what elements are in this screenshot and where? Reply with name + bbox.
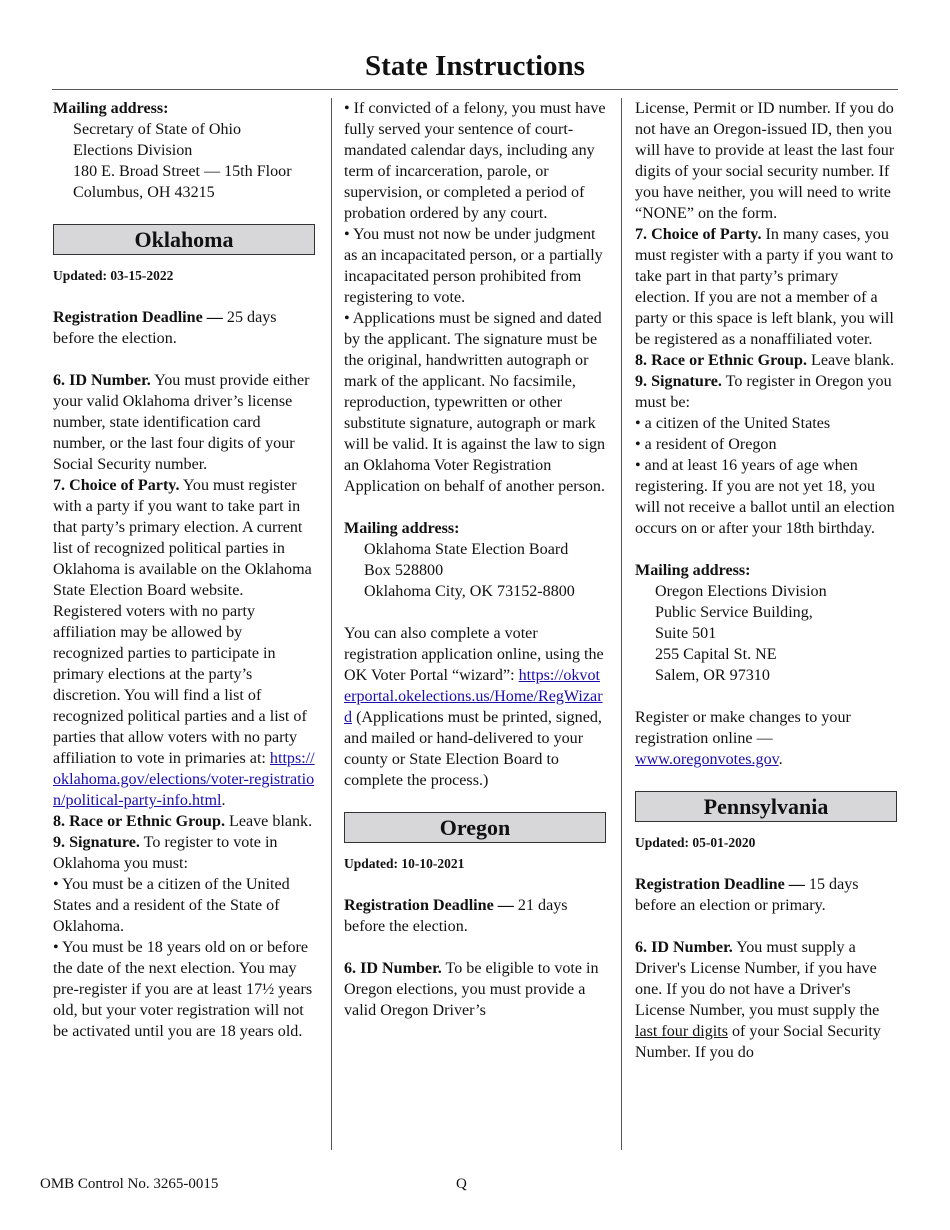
list-item: • You must be a citizen of the United States and a resident of the State of Oklahoma. xyxy=(53,876,290,935)
list-item: • and at least 16 years of age when registering. If you are not yet 18, you will not receive a ballot until an election occurs on or after your 18th birthday. xyxy=(635,457,895,537)
choice-of-party-section: 7. Choice of Party. You must register with a party if you want to take part in that party’s primary election. A current list of recognized political parties in Oklahoma is available on the Oklahoma State Election Board website. Registered voters with no party affiliation may be allowed by recognized parties to participate in primary elections at the party’s discretion. You will find a list of recognized political parties and a list of parties that allow voters with no party affiliation to vote in primaries at: https://oklahoma.gov/elections/voter-registration/political-party-info.html. xyxy=(53,477,315,809)
state-header-oregon: Oregon xyxy=(344,812,606,843)
updated-date: Updated: 03-15-2022 xyxy=(53,268,174,283)
ohio-mailing-address xyxy=(53,119,315,203)
registration-deadline: Registration Deadline — 21 days before the election. xyxy=(344,897,568,935)
race-section: 8. Race or Ethnic Group. Leave blank. xyxy=(53,813,313,830)
address-line: Columbus, OH 43215 xyxy=(73,184,215,201)
column-3 xyxy=(635,98,897,1063)
mailing-address-label: Mailing address: xyxy=(53,100,169,117)
choice-of-party-section: 7. Choice of Party. In many cases, you must register with a party if you want to take part in that party’s primary election. If you are not a member of a party or this space is left blank, you will be registered as a nonaffiliated voter. xyxy=(635,226,894,348)
race-section: 8. Race or Ethnic Group. Leave blank. xyxy=(635,352,895,369)
id-number-section: 6. ID Number. To be eligible to vote in Oregon elections, you must provide a valid Oregon Driver’s xyxy=(344,960,599,1019)
column-1 xyxy=(53,98,315,1042)
id-number-section: 6. ID Number. You must supply a Driver's License Number, if you have one. If you do not have a Driver's License Number, you must supply the last four digits of your Social Security Number. If you do xyxy=(635,939,881,1061)
list-item: • You must not now be under judgment as an incapacitated person, or a partially incapacitated person prohibited from registering to vote. xyxy=(344,226,603,306)
column-2 xyxy=(344,98,606,1021)
id-number-section: 6. ID Number. You must provide either your valid Oklahoma driver’s license number, state identification card number, or the last four digits of your Social Security number. xyxy=(53,372,310,473)
updated-date: Updated: 10-10-2021 xyxy=(344,856,465,871)
party-info-link[interactable]: https://oklahoma.gov/elections/voter-registration/political-party-info.html xyxy=(53,750,315,809)
list-item: • You must be 18 years old on or before the date of the next election. You may pre-register if you are at least 17½ years old, but your voter registration will not be activated until you are 18 years old. xyxy=(53,939,313,1040)
online-registration-text: Register or make changes to your registration online — www.oregonvotes.gov. xyxy=(635,709,851,768)
signature-section: 9. Signature. To register in Oregon you must be: xyxy=(635,373,892,411)
address-line: Salem, OR 97310 xyxy=(655,667,770,684)
address-line: 180 E. Broad Street — 15th Floor xyxy=(73,163,292,180)
address-line: Public Service Building, xyxy=(655,604,813,621)
address-line: Secretary of State of Ohio xyxy=(73,121,242,138)
address-line: Oregon Elections Division xyxy=(655,583,827,600)
address-line: Elections Division xyxy=(73,142,193,159)
updated-date: Updated: 05-01-2020 xyxy=(635,835,756,850)
oregon-votes-link[interactable]: www.oregonvotes.gov xyxy=(635,751,779,768)
page-title: State Instructions xyxy=(365,50,585,82)
oklahoma-mailing-address xyxy=(344,539,606,602)
omb-control-number: OMB Control No. 3265-0015 xyxy=(40,1176,219,1192)
list-item: • a resident of Oregon xyxy=(635,436,777,453)
list-item: • a citizen of the United States xyxy=(635,415,831,432)
list-item: • Applications must be signed and dated by the applicant. The signature must be the original, handwritten autograph or mark of the applicant. No facsimile, reproduction, typewritten or other substitute signature, autograph or mark will be valid. It is against the law to sign an Oklahoma Voter Registration Application on behalf of another person. xyxy=(344,310,606,495)
online-registration-text: You can also complete a voter registration application online, using the OK Voter Portal “wizard”: https://okvoterportal.okelections.us/Home/RegWizard (Applications must be printed, signed, and mailed or hand-delivered to your county or State Election Board to complete the process.) xyxy=(344,625,604,789)
oregon-mailing-address xyxy=(635,581,897,686)
page-letter: Q xyxy=(456,1176,467,1192)
column-divider xyxy=(331,98,332,1150)
list-item: • If convicted of a felony, you must have fully served your sentence of court-mandated calendar days, including any term of incarceration, parole, or supervision, or completed a period of probation ordered by any court. xyxy=(344,100,606,222)
registration-deadline: Registration Deadline — 25 days before the election. xyxy=(53,309,277,347)
address-line: Oklahoma City, OK 73152-8800 xyxy=(364,583,575,600)
state-header-pennsylvania: Pennsylvania xyxy=(635,791,897,822)
column-divider xyxy=(621,98,622,1150)
address-line: Box 528800 xyxy=(364,562,444,579)
registration-deadline: Registration Deadline — 15 days before an election or primary. xyxy=(635,876,859,914)
address-line: Oklahoma State Election Board xyxy=(364,541,569,558)
mailing-address-label: Mailing address: xyxy=(344,520,460,537)
mailing-address-label: Mailing address: xyxy=(635,562,751,579)
address-line: 255 Capital St. NE xyxy=(655,646,777,663)
state-header-oklahoma: Oklahoma xyxy=(53,224,315,255)
address-line: Suite 501 xyxy=(655,625,717,642)
id-number-continued: License, Permit or ID number. If you do not have an Oregon-issued ID, then you will have to provide at least the last four digits of your social security number. If you have neither, you will need to write “NONE” on the form. xyxy=(635,100,895,222)
ok-voter-portal-link[interactable]: https://okvoterportal.okelections.us/Home/RegWizard xyxy=(344,667,603,726)
signature-section: 9. Signature. To register to vote in Oklahoma you must: xyxy=(53,834,278,872)
title-divider xyxy=(52,89,898,90)
